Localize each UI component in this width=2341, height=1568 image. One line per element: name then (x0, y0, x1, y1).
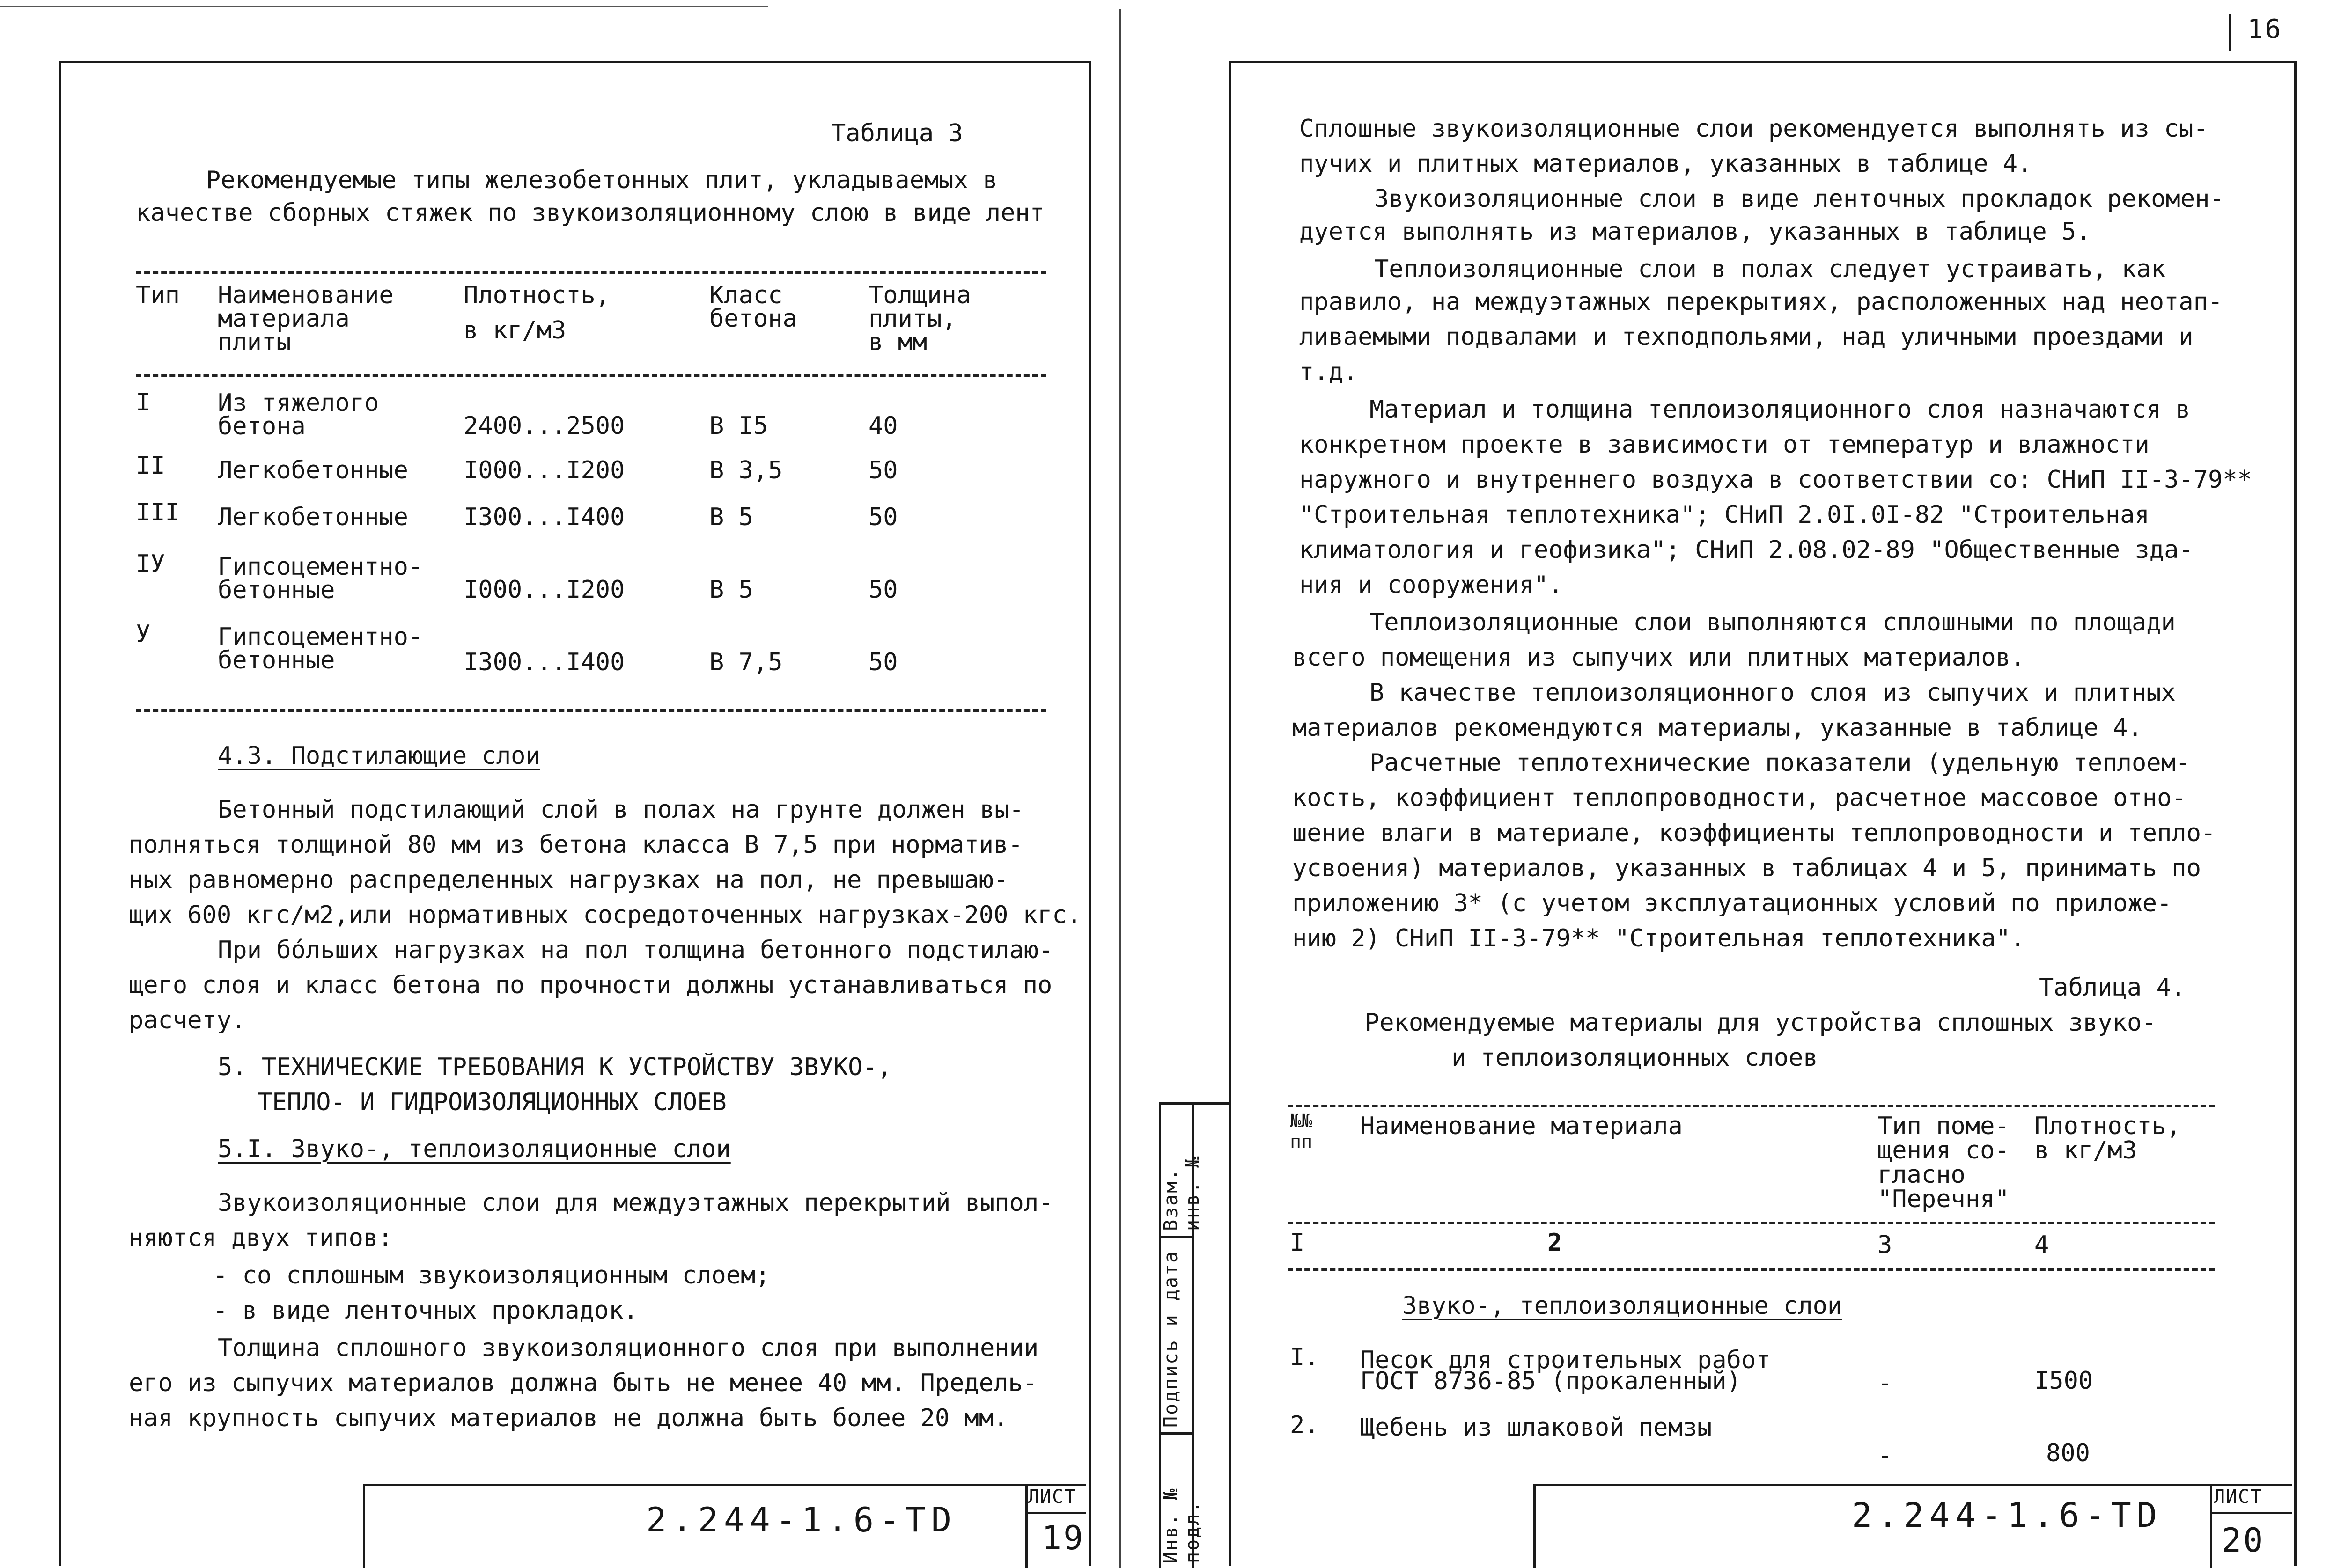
row3-type: III (136, 498, 180, 527)
th-room-type-2: щения со- (1877, 1136, 2010, 1165)
sheet-label: ЛИСТ (1028, 1486, 1077, 1508)
table4-top-rule (1288, 1105, 2215, 1107)
text-line: климатология и геофизика"; СНиП 2.08.02-89 "Общественные зда- (1299, 536, 2194, 564)
drawing-code: 2.244-1.6-TD (1852, 1495, 2163, 1535)
text-line: конкретном проекте в зависимости от температур и влажности (1299, 431, 2150, 459)
sheet-number: 20 (2222, 1521, 2265, 1560)
text-line: щих 600 кгс/м2,или нормативных сосредоточенных нагрузках-200 кгс. (129, 901, 1082, 929)
th-num-2: пп (1290, 1131, 1313, 1153)
text-line: Толщина сплошного звукоизоляционного слоя при выполнении (218, 1334, 1039, 1362)
row5-class: B 7,5 (709, 648, 783, 676)
row4-density: I000...I200 (464, 576, 625, 604)
table4-caption: Таблица 4. (2039, 974, 2186, 1002)
side-stamp-label-2: Подпись и дата (1160, 1250, 1182, 1428)
row2-type: II (136, 452, 165, 480)
text-line: ливаемыми подвалами и техподпольями, над уличными проездами и (1299, 323, 2194, 351)
text-line: Теплоизоляционные слои выполняются сплошными по площади (1369, 608, 2176, 637)
text-line: Материал и толщина теплоизоляционного слоя назначаются в (1369, 396, 2191, 424)
sheet-number: 19 (1042, 1519, 1085, 1557)
sheet-label-rule (1025, 1512, 1086, 1514)
row4-type: IУ (136, 550, 165, 578)
table3-top-rule (136, 271, 1046, 274)
text-line: няются двух типов: (129, 1224, 393, 1252)
text-line: наружного и внутреннего воздуха в соответствии со: СНиП II-3-79** (1299, 466, 2252, 494)
th-thickness-2: плиты, (869, 305, 957, 333)
text-line: пучих и плитных материалов, указанных в таблице 4. (1299, 150, 2032, 178)
section-4-3-title: 4.3. Подстилающие слои (218, 742, 540, 770)
row1-name-2: бетона (218, 412, 306, 440)
col-num-1: I (1290, 1229, 1305, 1257)
text-line: ных равномерно распределенных нагрузках на пол, не превышаю- (129, 866, 1009, 894)
row2-thickness: 50 (869, 456, 898, 484)
t4-row2-name: Щебень из шлаковой пемзы (1360, 1414, 1712, 1442)
text-line: - в виде ленточных прокладок. (213, 1297, 638, 1325)
th-thickness-3: в мм (869, 328, 928, 356)
t4-row1-density: I500 (2034, 1367, 2093, 1395)
th-type: Тип (136, 281, 180, 309)
text-line: ния и сооружения". (1299, 571, 1563, 599)
th-class-2: бетона (709, 305, 797, 333)
text-line: Бетонный подстилающий слой в полах на грунте должен вы- (218, 796, 1024, 824)
text-line: расчету. (129, 1006, 246, 1034)
text-line: В качестве теплоизоляционного слоя из сыпучих и плитных (1369, 679, 2176, 707)
table4-title-line-2: и теплоизоляционных слоев (1451, 1044, 1818, 1072)
row1-name-1: Из тяжелого (218, 389, 379, 417)
t4-row1-room-type: - (1877, 1369, 1892, 1397)
row5-thickness: 50 (869, 648, 898, 676)
text-line: материалов рекомендуются материалы, указанные в таблице 4. (1292, 714, 2142, 742)
th-name-3: плиты (218, 328, 291, 356)
row4-class: B 5 (709, 576, 753, 604)
side-stamp-label-3: Взам. инв. № (1160, 1155, 1203, 1231)
table3-bottom-rule (136, 709, 1046, 712)
text-line: его из сыпучих материалов должна быть не менее 40 мм. Предель- (129, 1369, 1038, 1397)
col-num-2: 2 (1547, 1229, 1562, 1257)
th-density-2: в кг/м3 (464, 316, 567, 344)
text-line: приложению 3* (с учетом эксплуатационных условий по приложе- (1292, 889, 2172, 917)
row3-density: I300...I400 (464, 503, 625, 531)
col-num-4: 4 (2034, 1231, 2049, 1259)
title-block-left (363, 1484, 365, 1568)
th-class-1: Класс (709, 281, 783, 309)
text-line: Расчетные теплотехнические показатели (удельную теплоем- (1369, 749, 2191, 777)
table3-title-line-2: качестве сборных стяжек по звукоизоляционному слою в виде лент (136, 199, 1045, 227)
th-name-2: материала (218, 305, 350, 333)
row5-type: У (136, 620, 151, 648)
th-room-type-4: "Перечня" (1877, 1185, 2010, 1213)
t4-row1-num: I. (1290, 1343, 1319, 1371)
text-line: полняться толщиной 80 мм из бетона класса В 7,5 при норматив- (129, 831, 1023, 859)
row4-thickness: 50 (869, 576, 898, 604)
text-line: усвоения) материалов, указанных в таблицах 4 и 5, принимать по (1292, 854, 2201, 882)
left-top-rule (0, 6, 768, 7)
right-page-frame (1229, 61, 2297, 1566)
col-num-3: 3 (1877, 1231, 1892, 1259)
table4-title-line-1: Рекомендуемые материалы для устройства сплошных звуко- (1365, 1009, 2157, 1037)
th-thickness-1: Толщина (869, 281, 972, 309)
row1-thickness: 40 (869, 412, 898, 440)
section-5-title-2: ТЕПЛО- И ГИДРОИЗОЛЯЦИОННЫХ СЛОЕВ (258, 1088, 727, 1116)
corner-page-number: 16 (2247, 14, 2283, 44)
th-name-1: Наименование (218, 281, 394, 309)
text-line: "Строительная теплотехника"; СНиП 2.0I.0I-82 "Строительная (1299, 501, 2150, 529)
th-density-2: в кг/м3 (2034, 1136, 2137, 1165)
text-line: правило, на междуэтажных перекрытиях, расположенных над неотап- (1299, 288, 2223, 316)
row5-name-2: бетонные (218, 646, 335, 674)
table3-caption: Таблица 3 (831, 119, 963, 147)
sheet-label: ЛИСТ (2214, 1486, 2263, 1508)
sheet-label-rule (2210, 1512, 2292, 1514)
text-line: щего слоя и класс бетона по прочности должны устанавливаться по (129, 971, 1053, 999)
side-stamp-label-1: Инв. № подл. (1160, 1487, 1203, 1563)
row3-class: B 5 (709, 503, 753, 531)
section-5-1-title: 5.I. Звуко-, теплоизоляционные слои (218, 1135, 731, 1163)
page-fold-line (1119, 9, 1121, 1568)
row5-name-1: Гипсоцементно- (218, 623, 423, 651)
text-line: При бо́льших нагрузках на пол толщина бетонного подстилаю- (218, 936, 1053, 964)
text-line: шение влаги в материале, коэффициенты теплопроводности и тепло- (1292, 819, 2216, 847)
section-5-title-1: 5. ТЕХНИЧЕСКИЕ ТРЕБОВАНИЯ К УСТРОЙСТВУ ЗВУКО-, (218, 1053, 892, 1081)
text-line: Звукоизоляционные слои в виде ленточных прокладок рекомен- (1374, 185, 2224, 213)
th-density-1: Плотность, (464, 281, 611, 309)
text-line: т.д. (1299, 358, 1358, 386)
text-line: Теплоизоляционные слои в полах следует устраивать, как (1374, 255, 2166, 283)
table4-colnum-rule (1288, 1268, 2215, 1271)
table4-section-header: Звуко-, теплоизоляционные слои (1402, 1292, 1842, 1320)
title-block-top (363, 1484, 1086, 1486)
text-line: всего помещения из сыпучих или плитных материалов. (1292, 644, 2025, 672)
text-line: Сплошные звукоизоляционные слои рекомендуется выполнять из сы- (1299, 115, 2208, 143)
row1-type: I (136, 388, 151, 417)
row4-name-2: бетонные (218, 576, 335, 604)
drawing-code: 2.244-1.6-TD (646, 1500, 957, 1539)
text-line: нию 2) СНиП II-3-79** "Строительная теплотехника". (1292, 924, 2025, 953)
row2-class: B 3,5 (709, 456, 783, 484)
title-block-divider (2210, 1484, 2212, 1568)
table3-header-rule (136, 374, 1046, 377)
row1-class: B I5 (709, 412, 768, 440)
th-room-type-1: Тип поме- (1877, 1112, 2010, 1140)
row5-density: I300...I400 (464, 648, 625, 676)
t4-row1-name-2: ГОСТ 8736-85 (прокаленный) (1360, 1367, 1741, 1395)
table4-header-rule (1288, 1222, 2215, 1224)
row3-name: Легкобетонные (218, 503, 408, 531)
row1-density: 2400...2500 (464, 412, 625, 440)
title-block-left (1533, 1484, 1536, 1568)
row2-density: I000...I200 (464, 456, 625, 484)
row4-name-1: Гипсоцементно- (218, 553, 423, 581)
th-density-1: Плотность, (2034, 1112, 2181, 1140)
t4-row1-name-1: Песок для строительных работ (1360, 1346, 1771, 1374)
table3-title-line-1: Рекомендуемые типы железобетонных плит, укладываемых в (206, 166, 998, 194)
th-room-type-3: гласно (1877, 1161, 1966, 1189)
text-line: Звукоизоляционные слои для междуэтажных перекрытий выпол- (218, 1189, 1053, 1217)
side-stamp-div1 (1159, 1236, 1194, 1238)
text-line: ная крупность сыпучих материалов не должна быть более 20 мм. (129, 1404, 1009, 1432)
th-material-name: Наименование материала (1360, 1112, 1683, 1140)
t4-row2-num: 2. (1290, 1411, 1319, 1439)
text-line: кость, коэффициент теплопроводности, расчетное массовое отно- (1292, 784, 2186, 812)
th-num-1: №№ (1290, 1110, 1313, 1132)
corner-number-bracket (2229, 14, 2231, 51)
t4-row2-room-type: - (1877, 1442, 1892, 1470)
text-line: дуется выполнять из материалов, указанных в таблице 5. (1299, 218, 2091, 246)
t4-row2-density: 800 (2046, 1439, 2090, 1467)
row3-thickness: 50 (869, 503, 898, 531)
row2-name: Легкобетонные (218, 456, 408, 484)
text-line: - со сплошным звукоизоляционным слоем; (213, 1261, 770, 1290)
title-block-top (1533, 1484, 2292, 1486)
